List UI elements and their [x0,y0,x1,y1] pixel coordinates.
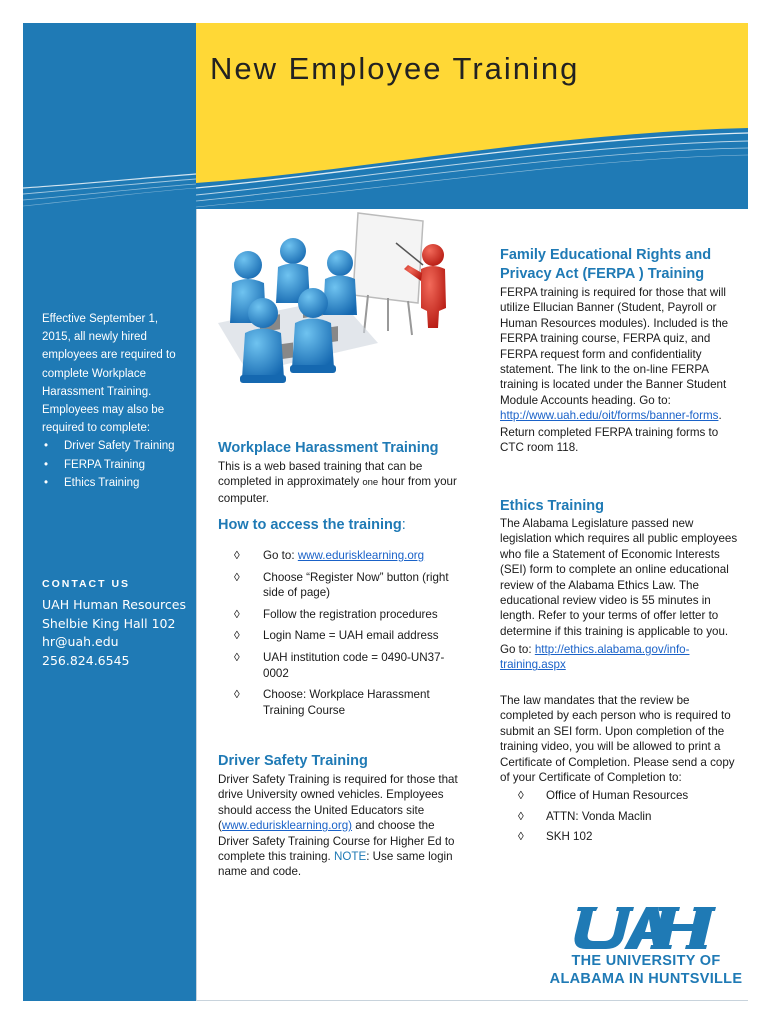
ferpa-text-part: FERPA training is required for those that will utilize Ellucian Banner (Student, Payroll or Human Resources modules). Included is the FERPA training course, FERPA quiz, and FERPA request form and confidentiality statement. The link to the on-line FERPA training is located under the Banner Student Module Accounts heading. Go to: [500,286,729,407]
ferpa-heading [500,246,711,284]
access-heading-label: How to access the training [218,517,402,533]
contact-phone: 256.824.6545 [42,652,130,668]
driver-text-part: Driver Safety Training is required for those that drive University owned vehicles. Employees should access the United Educators site ( [218,773,458,833]
contact-block [42,578,186,670]
ethics-goto [500,642,730,673]
diamond-icon: ◊ [518,830,524,844]
required-training-list [42,437,182,492]
list-item [518,809,688,825]
ethics-heading: Ethics Training [500,498,604,514]
contact-office: UAH Human Resources [42,597,186,612]
intro-line: required to complete: [42,422,151,435]
training-class-illustration [218,203,463,433]
intro-line: 2015, all newly hired [42,331,147,344]
list-item-label: FERPA Training [64,458,145,471]
step-text: UAH institution code = 0490-UN37-0002 [263,650,445,680]
harassment-text [218,459,463,506]
list-item [234,650,464,681]
intro-line: Effective September 1, [42,313,159,325]
harassment-text-part: This is a web based training that can be completed in approximately [218,460,423,489]
intro-line: complete Workplace [42,367,146,380]
harassment-text-small: one [362,477,379,489]
ethics-text: The Alabama Legislature passed new legislation which requires all public employees who file a Statement of Economic Interests (SEI) form to complete an online educational review of the Alabama Ethics Law. The educational review video is 55 minutes in length. Refer to your terms of offer letter to determine if this training is applicable to you. [500,517,738,638]
sidebar-swoosh-decoration [23,170,196,230]
ferpa-return-text: Return completed FERPA training forms to CTC room 118. [500,425,719,455]
step-text: Go to: [263,549,298,562]
note-label: NOTE [334,850,367,864]
step-text: Choose: Workplace Harassment Training Course [263,688,430,717]
step-text: Follow the registration procedures [263,607,438,621]
goto-label: Go to: [500,643,535,656]
ethics-mandate-text: The law mandates that the review be completed by each person who is required to submit an SEI form. Upon completion of the training video, you will be allowed to print a Certificate of Completion. Please send a copy of your Certificate of Completion to: [500,694,735,785]
access-heading-colon: : [401,517,406,533]
title-banner [196,23,748,209]
list-item [234,607,464,623]
list-item [42,456,182,474]
diamond-icon: ◊ [234,607,240,621]
ferpa-link-suffix: . [718,409,722,423]
diamond-icon: ◊ [518,809,524,823]
step-text: Login Name = UAH email address [263,629,439,643]
harassment-text-part: hour from your computer. [218,475,457,505]
list-item-label: Ethics Training [64,476,140,489]
address-line: ATTN: Vonda Maclin [546,809,652,823]
page-title: New Employee Training [210,51,580,86]
ferpa-text [500,285,735,455]
logo-line-1: THE UNIVERSITY OF [571,953,721,969]
diamond-icon: ◊ [234,549,240,562]
access-steps [234,548,464,724]
list-item [234,548,464,564]
access-heading [218,516,406,535]
harassment-heading: Workplace Harassment Training [218,440,439,456]
bullet-icon: • [44,476,49,489]
diamond-icon: ◊ [518,789,524,802]
sidebar-intro [42,310,182,492]
contact-label: CONTACT US [42,578,131,590]
intro-line: employees are required to [42,349,176,362]
mailing-address [518,788,688,850]
list-item [518,788,688,804]
list-item-label: Driver Safety Training [64,440,175,453]
address-line: Office of Human Resources [546,789,689,802]
list-item [42,437,182,455]
driver-text-part: and choose the Driver Safety Training Course for Higher Ed to complete this training. [218,819,455,864]
edurisk-link[interactable]: www.edurisklearning.org) [221,819,353,833]
bullet-icon: • [44,440,49,453]
list-item [42,474,182,492]
list-item [234,687,464,718]
diamond-icon: ◊ [234,629,240,643]
logo-line-2: ALABAMA IN HUNTSVILLE [549,971,743,987]
bottom-edge [196,1000,748,1001]
step-text: Choose “Register Now” button (right side of page) [263,570,449,600]
list-item [518,829,688,845]
intro-line: Harassment Training. [42,385,152,398]
diamond-icon: ◊ [234,650,240,664]
list-item [234,628,464,644]
diamond-icon: ◊ [234,688,240,702]
banner-forms-link[interactable]: http://www.uah.edu/oit/forms/banner-forms [500,409,719,423]
contact-address: Shelbie King Hall 102 [42,615,176,631]
bullet-icon: • [44,458,49,471]
ferpa-heading-line: Family Educational Rights and [500,247,712,263]
intro-line: Employees may also be [42,404,165,417]
driver-heading: Driver Safety Training [218,753,368,769]
edurisk-link[interactable]: www.edurisklearning.org [297,549,425,562]
driver-text [218,772,466,880]
ferpa-heading-line: Privacy Act (FERPA ) Training [500,266,705,282]
driver-text-part: : Use same login name and code. [218,850,453,879]
list-item [234,570,464,601]
diamond-icon: ◊ [234,570,240,584]
address-line: SKH 102 [546,830,593,844]
uah-logo [546,905,746,955]
contact-email[interactable]: hr@uah.edu [42,634,119,649]
ethics-link[interactable]: http://ethics.alabama.gov/info-training.aspx [500,643,690,672]
